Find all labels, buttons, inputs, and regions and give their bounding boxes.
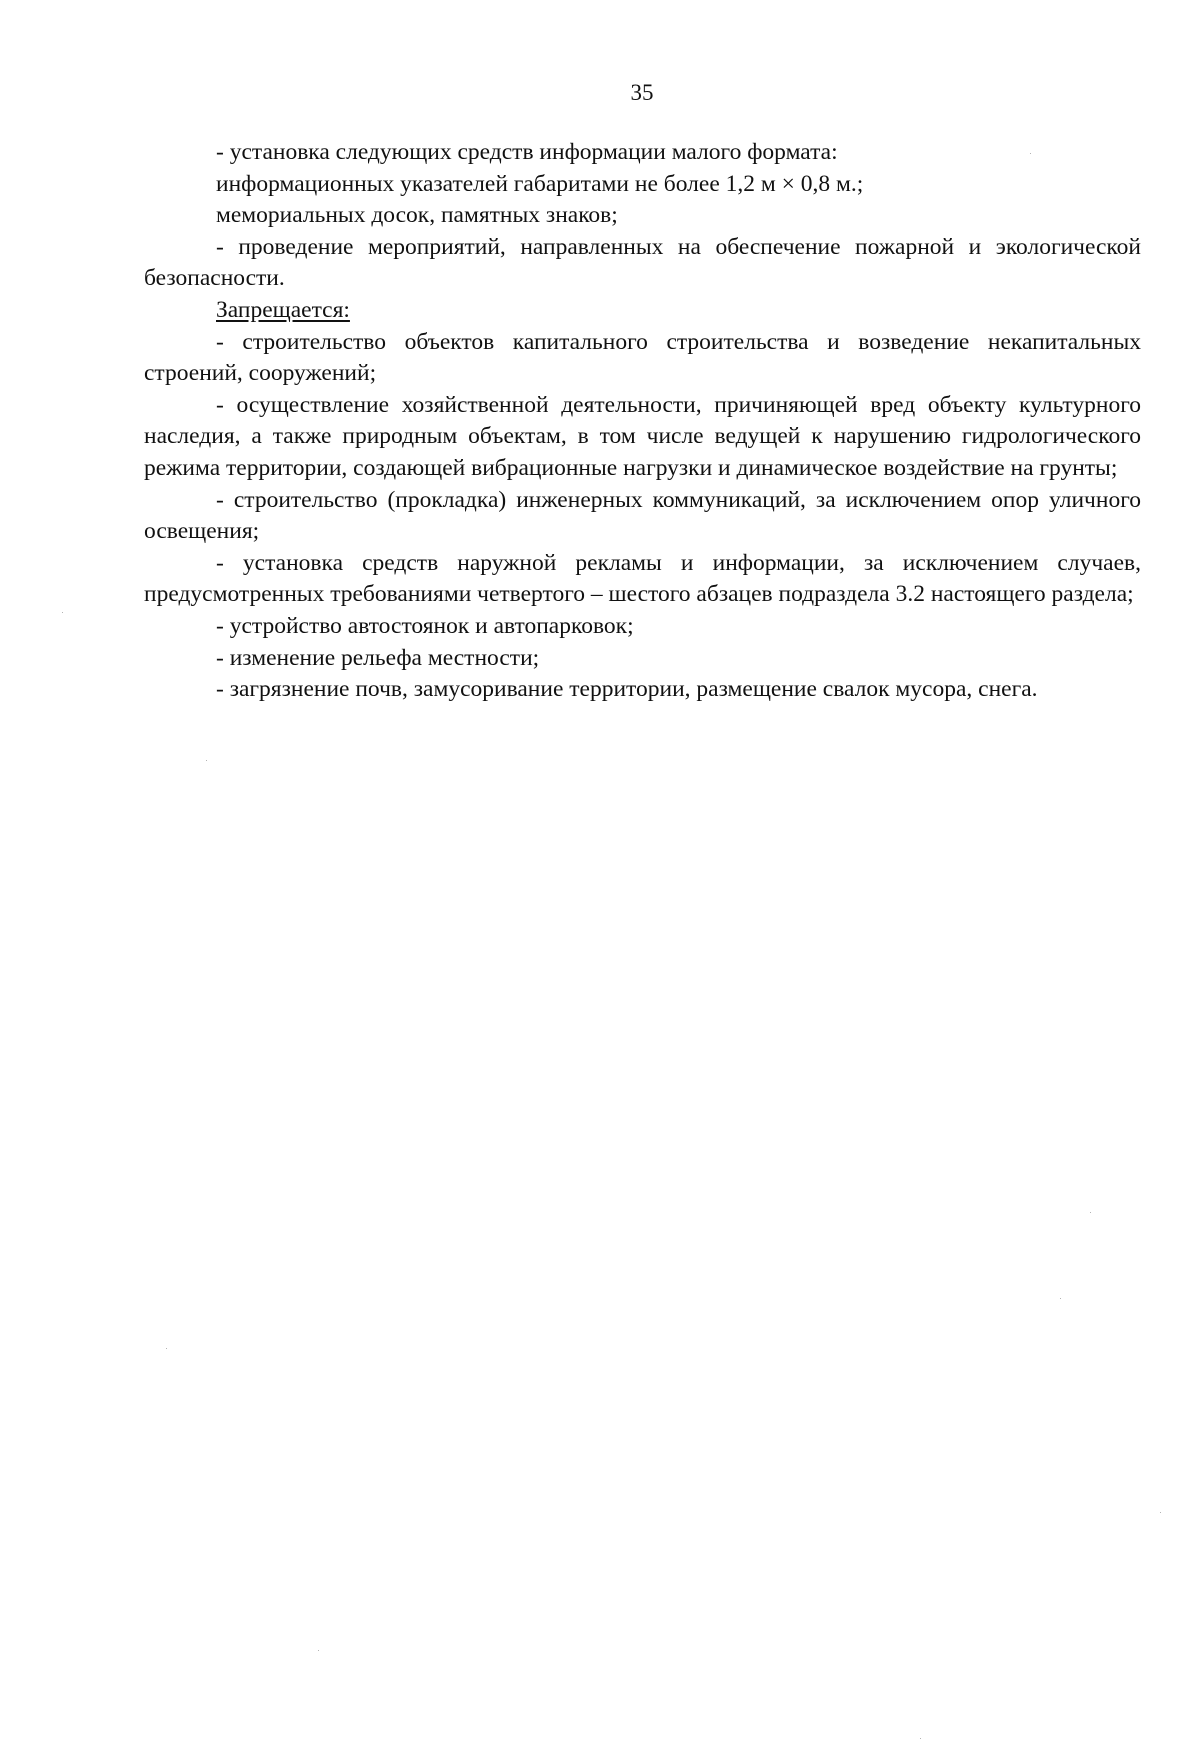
scan-speck — [1060, 1298, 1061, 1299]
paragraph-parking-ban: - устройство автостоянок и автопарковок; — [216, 612, 634, 639]
paragraph-pollution-ban: - загрязнение почв, замусоривание территории, размещение свалок мусора, снега. — [216, 676, 1038, 703]
scan-speck — [166, 1348, 167, 1349]
paragraph-advertising-ban: - установка средств наружной рекламы и информации, за исключением случаев, предусмотренных требованиями четвертого – шестого абзацев подраздела 3.2 настоящего раздела; — [144, 549, 1141, 608]
scan-speck — [318, 1650, 319, 1651]
scan-speck — [920, 1738, 921, 1739]
scan-speck — [1030, 153, 1031, 154]
paragraph-utilities-ban: - строительство (прокладка) инженерных коммуникаций, за исключением опор уличного освещения; — [144, 486, 1141, 545]
document-body — [144, 137, 1141, 706]
scan-speck — [1090, 1212, 1091, 1213]
paragraph-economic-activity-ban: - осуществление хозяйственной деятельности, причиняющей вред объекту культурного наследия, а также природным объектам, в том числе ведущей к нарушению гидрологического режима территории, создающей вибрационные нагрузки и динамическое воздействие на грунты; — [144, 391, 1141, 481]
prohibited-label: Запрещается: — [216, 296, 350, 323]
paragraph-construction-ban: - строительство объектов капитального строительства и возведение некапитальных строений, сооружений; — [144, 328, 1141, 387]
paragraph-info-means: - установка следующих средств информации малого формата: — [216, 139, 838, 165]
scan-speck — [1160, 1512, 1161, 1513]
section-heading-prohibited — [144, 295, 1141, 327]
paragraph-info-signs: информационных указателей габаритами не более 1,2 м × 0,8 м.; — [216, 170, 864, 197]
page-number: 35 — [630, 80, 654, 105]
paragraph-relief-change-ban: - изменение рельефа местности; — [216, 644, 540, 671]
scan-speck — [62, 612, 63, 613]
paragraph-memorial-plaques: мемориальных досок, памятных знаков; — [216, 202, 618, 229]
paragraph-safety-measures: - проведение мероприятий, направленных на обеспечение пожарной и экологической безопасности. — [144, 233, 1141, 292]
scan-speck — [206, 760, 207, 761]
